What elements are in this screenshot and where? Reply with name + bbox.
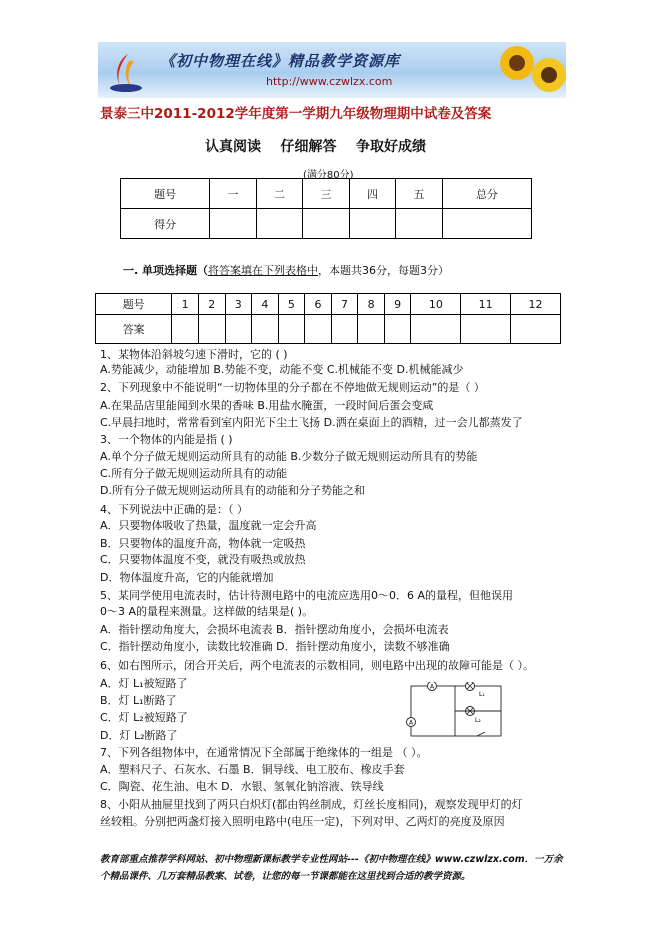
ammeter-2-label: A [408,719,414,727]
answer-cell [172,315,199,344]
score-cell [349,209,396,239]
answer-cell [252,315,279,344]
score-table [120,178,532,239]
question-line: C.早晨扫地时，常常看到室内阳光下尘土飞扬 D.洒在桌面上的酒精，过一会儿都蒸发了 [100,416,523,429]
score-cell [303,209,350,239]
score-table-header-cell: 五 [396,179,443,209]
question-line: A.势能减少，动能增加 B.势能不变，动能不变 C.机械能不变 D.机械能减少 [100,363,464,376]
score-cell [442,209,531,239]
score-cell [256,209,303,239]
answer-number-cell: 5 [278,294,305,315]
ammeter-1-label: A [429,683,435,691]
score-cell [396,209,443,239]
document-title: 景泰三中2011-2012学年度第一学期九年级物理期中试卷及答案 [100,106,492,122]
score-table-header-cell: 题号 [121,179,210,209]
question-line: 6、如右图所示，闭合开关后，两个电流表的示数相同，则电路中出现的故障可能是（ ）。 [100,659,534,672]
banner-title: 《初中物理在线》精品教学资源库 [160,52,401,70]
answer-table-number-row [96,294,561,315]
question-line: C．陶瓷、花生油、电木 D．水银、氢氧化钠溶液、铁导线 [100,780,384,793]
answer-cell [384,315,411,344]
question-line: B．只要物体的温度升高，物体就一定吸热 [100,537,306,550]
motto: 认真阅读 仔细解答 争取好成绩 [205,139,426,155]
question-line: 3、一个物体的内能是指 ( ) [100,433,233,446]
full-score-note: (满分80分) [303,170,354,181]
score-table-score-row [121,209,532,239]
question-line: A．指针摆动角度大，会损坏电流表 B．指针摆动角度小，会损坏电流表 [100,623,449,636]
footer-line: 教育部重点推荐学科网站、初中物理新课标教学专业性网站---《初中物理在线》www.czwlzx.com．一万余 [100,854,563,865]
sunflower-icon [530,56,566,94]
answer-number-cell: 7 [331,294,358,315]
question-line: A．只要物体吸收了热量，温度就一定会升高 [100,519,317,532]
section-heading: 一. 单项选择题（将答案填在下列表格中，本题共36分，每题3分） [123,264,450,277]
answer-number-cell: 1 [172,294,199,315]
answer-cell [358,315,385,344]
question-line: D．灯 L₂断路了 [100,729,178,742]
answer-number-cell: 6 [305,294,332,315]
question-line: 8、小阳从抽屉里找到了两只白炽灯(都由钨丝制成，灯丝长度相同)，观察发现甲灯的灯 [100,798,523,811]
answer-cell [411,315,461,344]
question-line: 1、某物体沿斜坡匀速下滑时，它的 ( ) [100,348,288,361]
answer-row-label: 题号 [96,294,172,315]
score-table-header-cell: 总分 [442,179,531,209]
score-table-header-cell: 三 [303,179,350,209]
answer-number-cell: 8 [358,294,385,315]
question-line: A．塑料尺子、石灰水、石墨 B．铜导线、电工胶布、橡皮手套 [100,763,405,776]
score-cell [210,209,257,239]
question-line: A.在果品店里能闻到水果的香味 B.用盐水腌蛋，一段时间后蛋会变咸 [100,399,434,412]
answer-number-cell: 11 [461,294,511,315]
question-line: A.单个分子做无规则运动所具有的动能 B.少数分子做无规则运动所具有的势能 [100,450,478,463]
footer-line: 个精品课件、几万套精品教案、试卷，让您的每一节课都能在这里找到合适的教学资源。 [100,871,471,882]
lamp-2-label: L₂ [475,717,481,724]
answer-cell [511,315,561,344]
score-table-header-cell: 二 [256,179,303,209]
answer-number-cell: 9 [384,294,411,315]
score-table-header-cell: 一 [210,179,257,209]
question-line: 丝较粗。分别把两盏灯接入照明电路中(电压一定)，下列对甲、乙两灯的亮度及原因 [100,815,505,828]
score-row-label: 得分 [121,209,210,239]
question-line: C.所有分子做无规则运动所具有的动能 [100,467,288,480]
question-line: C．灯 L₂被短路了 [100,711,188,724]
question-line: D．物体温度升高，它的内能就增加 [100,571,274,584]
question-line: 4、下列说法中正确的是：（ ） [100,503,248,516]
answer-number-cell: 2 [198,294,225,315]
answer-cell [331,315,358,344]
question-line: 7、下列各组物体中，在通常情况下全部属于绝缘体的一组是 （ ）。 [100,746,428,759]
question-line: 5、某同学使用电流表时，估计待测电路中的电流应选用0～0．6 A的量程，但他误用 [100,589,514,602]
answer-number-cell: 10 [411,294,461,315]
answer-table [95,293,561,344]
score-table-header-row [121,179,532,209]
answer-cell [278,315,305,344]
score-table-header-cell: 四 [349,179,396,209]
question-line: 0～3 A的量程来测量。这样做的结果是( )。 [100,605,314,618]
switch-icon [477,732,485,736]
logo-icon [106,50,146,94]
lamp-1-label: L₁ [479,691,485,698]
question-line: 2、下列现象中不能说明“一切物体里的分子都在不停地做无规则运动”的是（ ） [100,381,485,394]
question-line: A．灯 L₁被短路了 [100,677,188,690]
banner-url: http://www.czwlzx.com [266,75,393,88]
answer-table-answer-row [96,315,561,344]
circuit-diagram [405,682,507,740]
answer-number-cell: 3 [225,294,252,315]
question-line: C．指针摆动角度小，读数比较准确 D．指针摆动角度小，读数不够准确 [100,640,450,653]
answer-cell [225,315,252,344]
site-banner [98,42,566,98]
answer-number-cell: 4 [252,294,279,315]
question-line: B．灯 L₁断路了 [100,694,177,707]
question-line: C．只要物体温度不变，就没有吸热或放热 [100,553,306,566]
answer-number-cell: 12 [511,294,561,315]
answer-row-label: 答案 [96,315,172,344]
answer-cell [305,315,332,344]
answer-cell [198,315,225,344]
answer-cell [461,315,511,344]
question-line: D.所有分子做无规则运动所具有的动能和分子势能之和 [100,484,365,497]
